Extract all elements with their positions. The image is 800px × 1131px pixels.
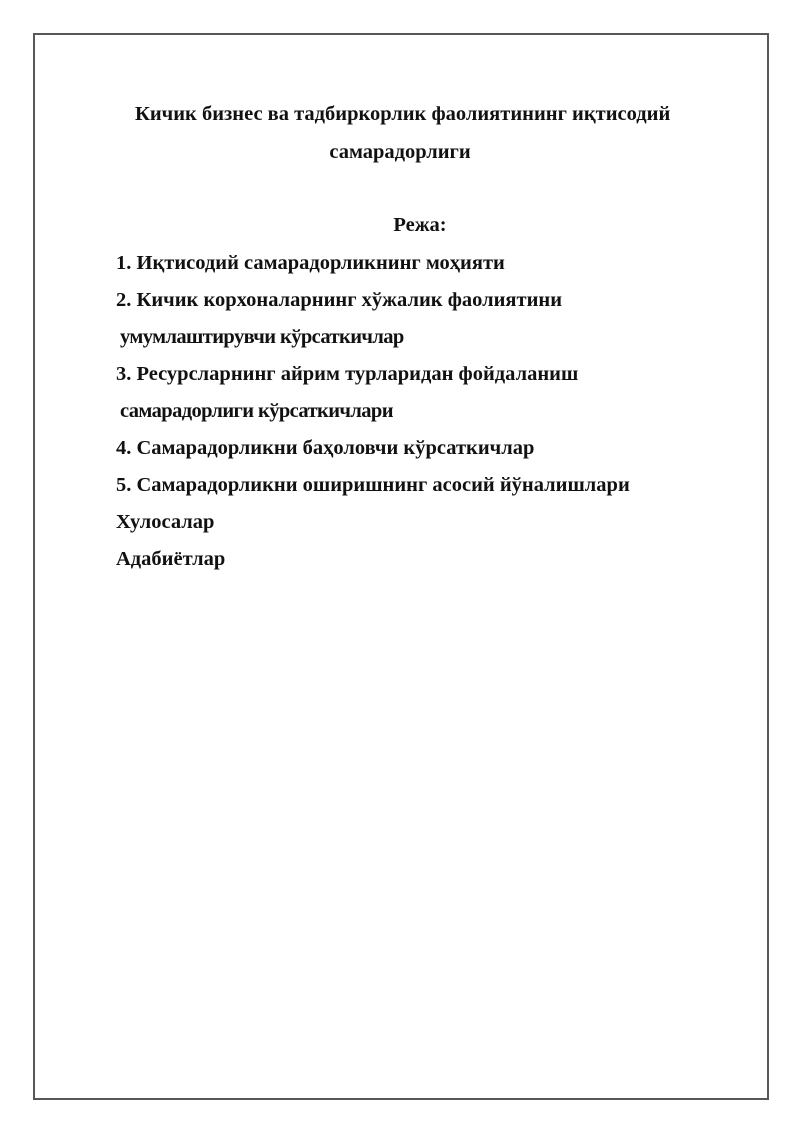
document-title-line-1: Кичик бизнес ва тадбиркорлик фаолиятининг иқтисодий [135,103,671,125]
plan-item-2-continuation: умумлаштирувчи кўрсаткичлар [120,326,404,348]
plan-item-1: 1. Иқтисодий самарадорликнинг моҳияти [116,252,505,274]
plan-item-3-continuation: самарадорлиги кўрсаткичлари [120,400,393,422]
plan-heading: Режа: [393,214,447,236]
plan-item-conclusions: Хулосалар [116,511,215,533]
plan-item-2: 2. Кичик корхоналарнинг хўжалик фаолиятини [116,289,563,311]
plan-item-5: 5. Самарадорликни оширишнинг асосий йўналишлари [116,474,630,496]
document-title-line-2: самарадорлиги [329,141,471,163]
plan-item-3: 3. Ресурсларнинг айрим турларидан фойдаланиш [116,363,579,385]
plan-item-4: 4. Самарадорликни баҳоловчи кўрсаткичлар [116,437,535,459]
plan-item-references: Адабиётлар [116,548,226,570]
